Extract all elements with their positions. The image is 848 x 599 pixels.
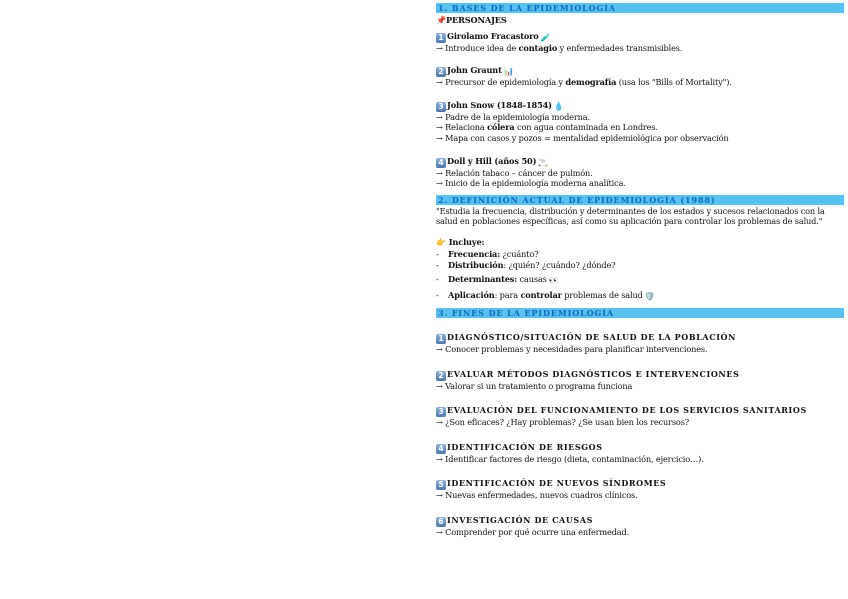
desc-bold: cólera <box>487 122 515 133</box>
fin-heading <box>436 478 844 490</box>
number-4-icon: 4 <box>436 158 446 168</box>
person-description <box>436 112 844 123</box>
bar-chart-icon: 📊 <box>503 66 514 77</box>
bullet-dash: - <box>436 290 439 301</box>
person-description <box>436 168 844 179</box>
arrow: → <box>436 42 446 53</box>
section-3-header: 3. FINES DE LA EPIDEMIOLOGÍA <box>436 308 844 318</box>
number-2-icon: 2 <box>436 371 446 381</box>
number-5-icon: 5 <box>436 480 446 490</box>
fin-description: → Conocer problemas y necesidades para planificar intervenciones. <box>436 343 708 354</box>
desc-text: Mapa con casos y pozos = mentalidad epidemiológica por observación <box>445 132 729 143</box>
person-heading <box>436 156 844 168</box>
pointing-hand-icon: 👉 <box>436 236 447 247</box>
list-item-text <box>448 249 538 260</box>
desc-text: Precursor de epidemiología y <box>445 77 566 88</box>
number-2-icon: 2 <box>436 67 446 77</box>
fin-heading <box>436 332 844 344</box>
desc-text: Introduce idea de <box>445 42 519 53</box>
item-bold: Determinantes: <box>448 273 518 284</box>
desc-text: Relaciona <box>445 122 488 133</box>
fin-item <box>436 442 844 465</box>
fin-description: → Valorar si un tratamiento o programa funciona <box>436 380 633 391</box>
arrow: → <box>436 122 446 133</box>
arrow: → <box>436 178 446 189</box>
fin-description: → Comprender por qué ocurre una enfermedad. <box>436 526 630 537</box>
desc-text: Padre de la epidemiología moderna. <box>445 111 590 122</box>
list-item <box>436 274 844 286</box>
person-doll-hill <box>436 156 844 189</box>
fin-heading <box>436 515 844 527</box>
item-text: : ¿quién? ¿cuándo? ¿dónde? <box>503 260 616 271</box>
list-item-text <box>448 274 559 286</box>
number-3-icon: 3 <box>436 407 446 417</box>
fin-item <box>436 405 844 428</box>
fin-title: IDENTIFICACIÓN DE RIESGOS <box>447 441 603 452</box>
list-item <box>436 249 844 260</box>
section-1-header: 1. BASES DE LA EPIDEMIOLOGÍA <box>436 3 844 13</box>
arrow: → <box>436 77 446 88</box>
fin-title: IDENTIFICACIÓN DE NUEVOS SÍNDROMES <box>447 478 667 489</box>
arrow: → <box>436 111 446 122</box>
document-page <box>436 3 844 537</box>
fin-title: EVALUACIÓN DEL FUNCIONAMIENTO DE LOS SERVICIOS SANITARIOS <box>447 405 807 416</box>
person-name: John Graunt <box>447 65 502 76</box>
arrow: → <box>436 132 446 143</box>
number-4-icon: 4 <box>436 444 446 454</box>
item-bold: Frecuencia: <box>448 248 501 259</box>
personajes-heading <box>436 15 844 26</box>
definition-quote: "Estudia la frecuencia, distribución y determinantes de los estados y sucesos relacionados con la salud en poblaciones específicas, así como su aplicación para controlar los problemas de salud." <box>436 205 825 227</box>
desc-bold: contagio <box>518 42 558 53</box>
fin-description: → ¿Son eficaces? ¿Hay problemas? ¿Se usan bien los recursos? <box>436 417 689 428</box>
personajes-label: PERSONAJES <box>446 15 507 25</box>
desc-text: y enfermedades transmisibles. <box>557 42 683 53</box>
fin-heading <box>436 405 844 417</box>
incluye-label: Incluye: <box>448 236 485 247</box>
shield-icon: 🛡️ <box>644 291 655 302</box>
desc-text: (usa los "Bills of Mortality"). <box>616 77 732 88</box>
fin-item <box>436 478 844 501</box>
list-item-text <box>448 260 615 271</box>
person-description <box>436 43 844 54</box>
bullet-dash: - <box>436 273 439 284</box>
list-item <box>436 290 844 302</box>
arrow: → <box>436 167 446 178</box>
person-description <box>436 122 844 133</box>
list-item-text <box>448 290 655 302</box>
fin-title: INVESTIGACIÓN DE CAUSAS <box>447 514 593 525</box>
fin-description: → Nuevas enfermedades, nuevos cuadros clínicos. <box>436 490 638 501</box>
eyes-icon: 👀 <box>548 274 559 285</box>
desc-text: Relación tabaco – cáncer de pulmón. <box>445 167 593 178</box>
item-text: problemas de salud <box>561 290 643 301</box>
bullet-dash: - <box>436 260 439 271</box>
person-description <box>436 133 844 144</box>
item-text: : para <box>494 290 521 301</box>
desc-text: Inicio de la epidemiología moderna analítica. <box>445 178 626 189</box>
desc-bold: demografía <box>565 77 617 88</box>
person-heading <box>436 31 844 43</box>
fin-title: DIAGNÓSTICO/SITUACIÓN DE SALUD DE LA POBLACIÓN <box>447 331 737 342</box>
fin-heading <box>436 369 844 381</box>
item-bold: Distribución <box>448 260 504 271</box>
number-1-icon: 1 <box>436 334 446 344</box>
number-3-icon: 3 <box>436 102 446 112</box>
incluye-heading <box>436 237 844 248</box>
cigarette-icon: 🚬 <box>538 156 549 167</box>
fin-item <box>436 515 844 538</box>
fin-title: EVALUAR MÉTODOS DIAGNÓSTICOS E INTERVENCIONES <box>447 368 740 379</box>
list-item <box>436 260 844 271</box>
person-heading <box>436 65 844 77</box>
number-6-icon: 6 <box>436 517 446 527</box>
person-name: Girolamo Fracastoro <box>447 30 539 41</box>
item-text: ¿cuánto? <box>500 248 539 259</box>
item-text: causas <box>517 273 547 284</box>
desc-text: con agua contaminada en Londres. <box>514 122 658 133</box>
droplet-icon: 💧 <box>553 100 564 111</box>
fin-heading <box>436 442 844 454</box>
bullet-dash: - <box>436 248 439 259</box>
fin-item <box>436 332 844 355</box>
person-description <box>436 77 844 88</box>
pushpin-icon: 📌 <box>436 15 447 25</box>
test-tube-icon: 🧪 <box>540 31 551 42</box>
person-graunt <box>436 65 844 88</box>
section-2-header: 2. DEFINICIÓN ACTUAL DE EPIDEMIOLOGÍA (1988) <box>436 195 844 205</box>
item-bold: Aplicación <box>448 290 495 301</box>
person-name: John Snow (1848-1854) <box>447 99 552 110</box>
item-bold: controlar <box>520 290 562 301</box>
person-heading <box>436 100 844 112</box>
fin-description: → Identificar factores de riesgo (dieta, contaminación, ejercicio…). <box>436 453 704 464</box>
person-fracastoro <box>436 31 844 54</box>
person-snow <box>436 100 844 144</box>
person-name: Doll y Hill (años 50) <box>447 155 537 166</box>
fin-item <box>436 369 844 392</box>
number-1-icon: 1 <box>436 33 446 43</box>
person-description <box>436 178 844 189</box>
